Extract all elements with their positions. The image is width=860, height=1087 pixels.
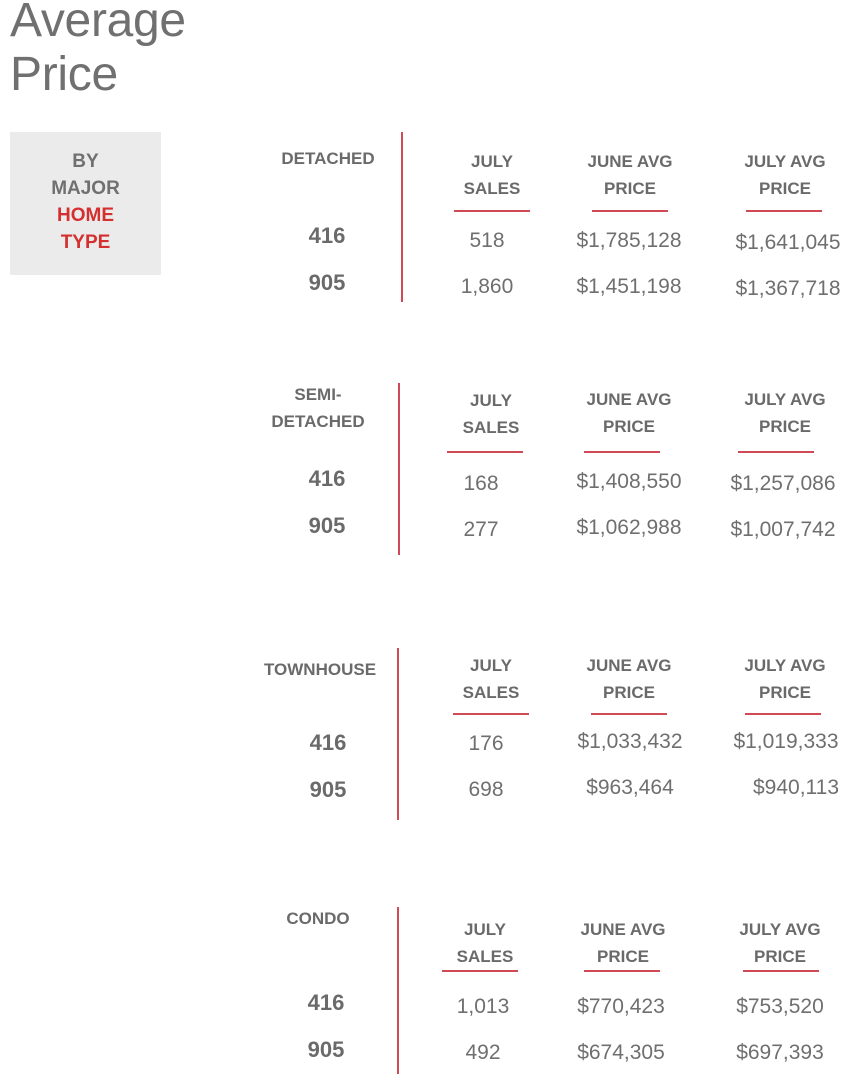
column-header-underline [584,970,660,972]
column-header-line-1: JUNE AVG [586,656,672,675]
region-416-label: 416 [308,223,346,248]
region-416-label: 416 [308,466,346,491]
column-header-line-2: PRICE [603,417,655,436]
column-header-underline [592,210,668,212]
column-header-july-avg-price [715,148,855,202]
july-sales-value: 518 [469,229,505,252]
tag-line-1: BY [72,151,99,172]
column-header-underline [584,451,660,453]
june-avg-price-value: $674,305 [577,1041,665,1064]
july-sales-value: 1,860 [460,275,514,298]
column-header-june-avg-price [559,386,699,440]
july-avg-price-value: $753,520 [736,995,824,1018]
column-header-june-avg-price [559,652,699,706]
column-header-underline [447,451,523,453]
region-905-label: 905 [308,513,346,538]
july-avg-price-value: $1,257,086 [730,472,836,495]
column-header-underline [746,210,822,212]
section-divider [398,383,400,555]
column-header-underline [743,970,819,972]
home-type-label [243,381,393,435]
column-header-line-1: JULY AVG [744,152,826,171]
region-905-label: 905 [309,777,347,802]
home-type-label-line-1: SEMI- [294,385,342,404]
column-header-line-2: SALES [456,947,514,966]
region-416-label: 416 [309,730,347,755]
july-sales-value: 176 [468,732,504,755]
column-header-line-1: JULY [471,152,513,171]
column-header-underline [591,713,667,715]
home-type-label-line-1: TOWNHOUSE [263,660,377,679]
june-avg-price-value: $1,451,198 [576,275,682,298]
july-avg-price-value: $697,393 [736,1041,824,1064]
tag-line-2: MAJOR [51,178,120,199]
home-type-label [243,905,393,932]
july-sales-value: 168 [463,472,499,495]
july-avg-price-value: $940,113 [752,776,840,799]
column-header-line-2: PRICE [603,683,655,702]
region-416-label: 416 [307,990,345,1015]
column-header-line-1: JULY AVG [744,656,826,675]
column-header-line-2: PRICE [759,179,811,198]
column-header-line-2: PRICE [604,179,656,198]
home-type-label-line-1: DETACHED [281,149,375,168]
column-header-line-1: JULY AVG [739,920,821,939]
column-header-july-avg-price [710,916,850,970]
home-type-label [253,145,403,172]
column-header-july-sales [421,652,561,706]
section-condo [0,907,860,1087]
july-avg-price-value: $1,367,718 [735,277,841,300]
july-sales-value: 1,013 [456,995,510,1018]
july-avg-price-value: $1,641,045 [735,231,841,254]
column-header-underline [442,970,518,972]
column-header-june-avg-price [560,148,700,202]
june-avg-price-value: $1,408,550 [576,470,682,493]
region-905-label: 905 [308,270,346,295]
column-header-line-1: JULY AVG [744,390,826,409]
column-header-line-1: JULY [470,391,512,410]
column-header-july-sales [422,148,562,202]
home-type-label-line-2: DETACHED [271,412,365,431]
column-header-line-2: SALES [462,683,520,702]
column-header-line-1: JULY [464,920,506,939]
home-type-label [245,656,395,683]
june-avg-price-value: $770,423 [577,995,665,1018]
july-sales-value: 492 [465,1041,501,1064]
column-header-july-sales [415,916,555,970]
column-header-line-2: SALES [462,418,520,437]
column-header-line-2: SALES [463,179,521,198]
column-header-underline [453,713,529,715]
column-header-june-avg-price [553,916,693,970]
june-avg-price-value: $1,062,988 [576,516,682,539]
home-type-label-line-1: CONDO [286,909,350,928]
section-detached [0,132,860,312]
june-avg-price-value: $963,464 [586,776,674,799]
july-sales-value: 277 [463,518,499,541]
section-divider [397,907,399,1074]
column-header-underline [738,451,814,453]
page-title-line-2: Price [10,48,118,101]
july-avg-price-value: $1,007,742 [730,518,836,541]
page-title-line-1: Average [10,0,186,47]
column-header-line-2: PRICE [597,947,649,966]
column-header-line-1: JUNE AVG [586,390,672,409]
tag-line-4: TYPE [60,232,111,253]
column-header-underline [454,210,530,212]
column-header-july-avg-price [715,386,855,440]
july-sales-value: 698 [468,778,504,801]
column-header-line-2: PRICE [759,417,811,436]
june-avg-price-value: $1,785,128 [576,229,682,252]
section-townhouse [0,648,860,828]
column-header-line-1: JULY [470,656,512,675]
june-avg-price-value: $1,033,432 [577,730,683,753]
tag-line-3: HOME [57,205,114,226]
column-header-line-1: JUNE AVG [587,152,673,171]
column-header-july-sales [421,387,561,441]
page-title [10,0,186,102]
section-semi-detached [0,383,860,563]
column-header-line-2: PRICE [759,683,811,702]
column-header-line-2: PRICE [754,947,806,966]
column-header-line-1: JUNE AVG [580,920,666,939]
section-divider [401,132,403,302]
region-905-label: 905 [307,1037,345,1062]
section-divider [397,648,399,820]
column-header-july-avg-price [715,652,855,706]
july-avg-price-value: $1,019,333 [733,730,839,753]
column-header-underline [745,713,821,715]
